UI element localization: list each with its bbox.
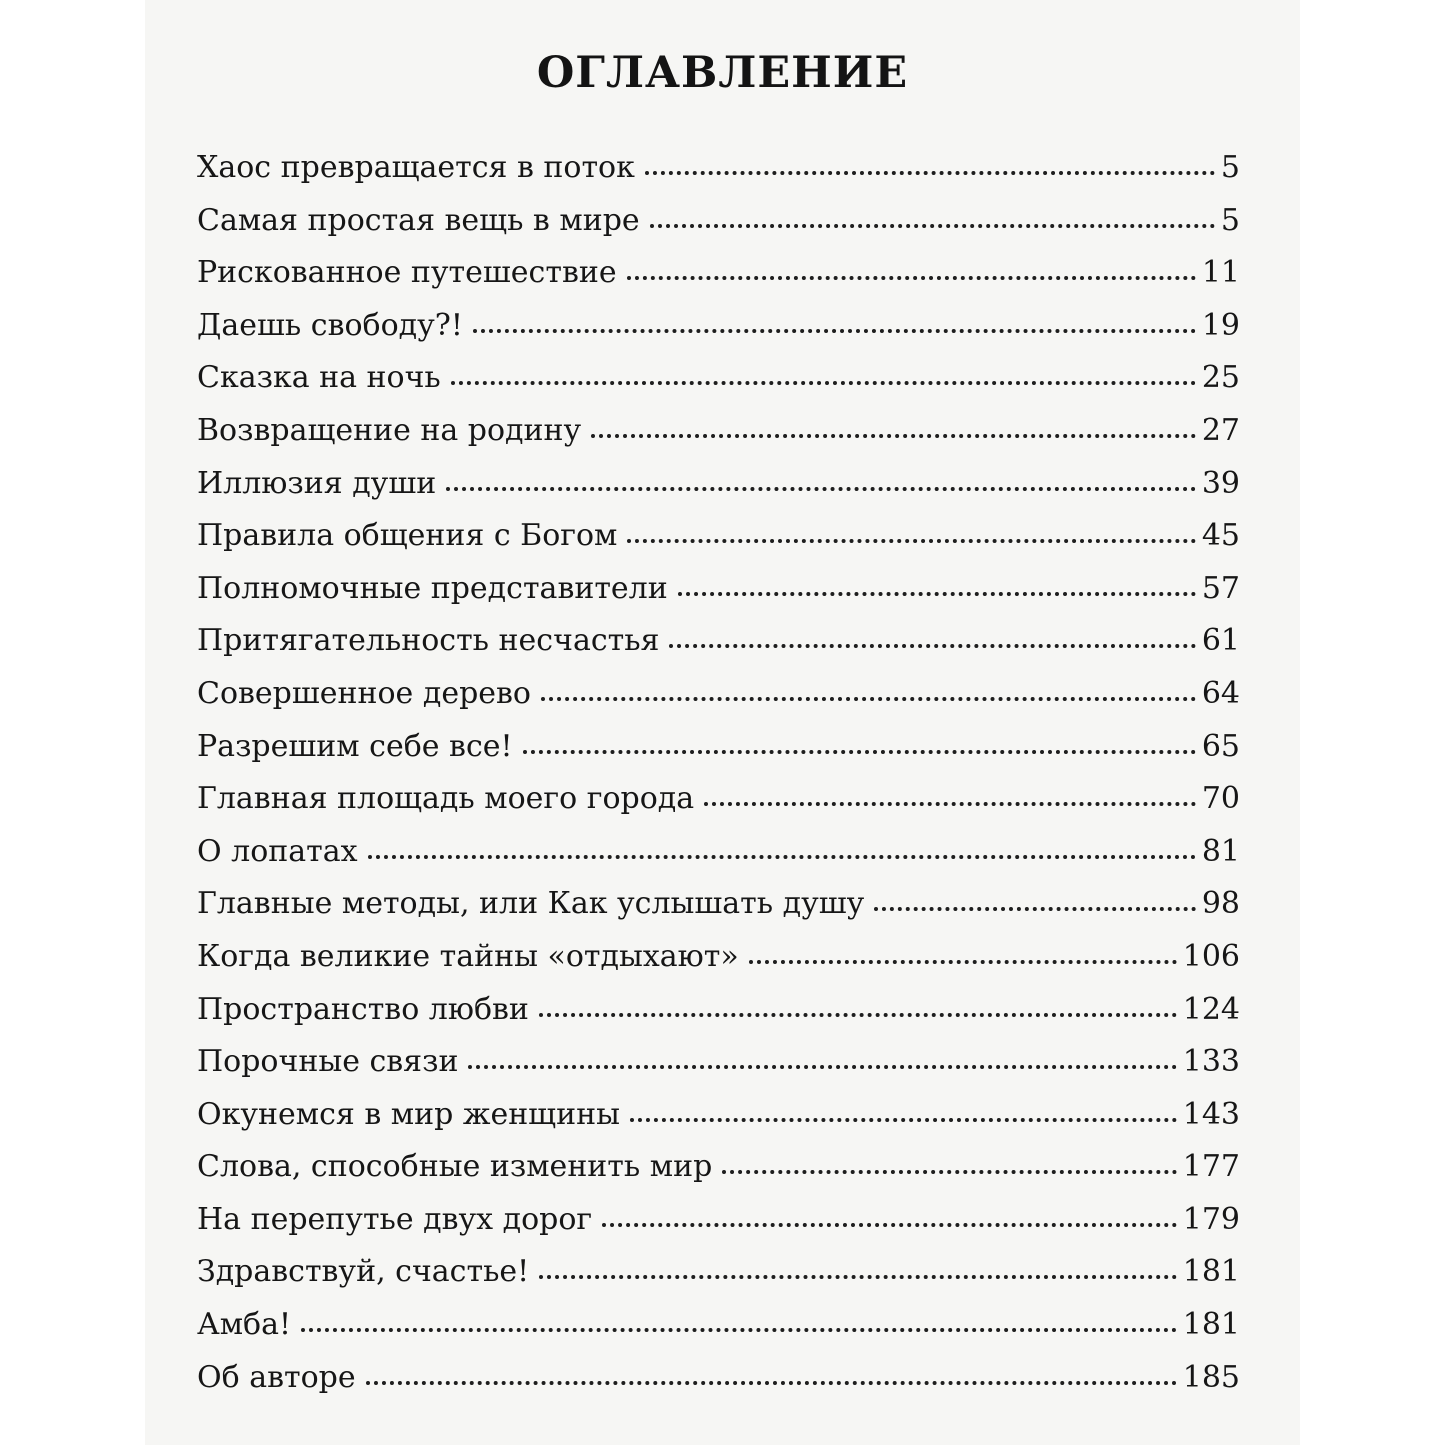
toc-entry <box>197 203 1240 256</box>
dot-leader <box>704 802 1196 806</box>
toc-entry-page-number: 185 <box>1182 1359 1240 1395</box>
toc-entry-page-number: 5 <box>1220 202 1240 238</box>
toc-entry <box>197 623 1240 676</box>
toc-entry-title: Притягательность несчастья <box>197 623 660 659</box>
dot-leader <box>301 1328 1177 1332</box>
dot-leader <box>722 1170 1176 1174</box>
dot-leader <box>541 697 1196 701</box>
toc-entry-page-number: 5 <box>1220 150 1240 185</box>
toc-entry <box>197 466 1240 519</box>
toc-entry-page-number: 181 <box>1182 1254 1240 1290</box>
toc-entry-title: Главная площадь моего города <box>197 781 695 817</box>
toc-entry <box>197 729 1240 782</box>
toc-entry <box>197 255 1240 308</box>
toc-entry-page-number: 39 <box>1201 465 1240 501</box>
dot-leader <box>627 539 1195 543</box>
toc-entry-page-number: 61 <box>1201 623 1240 659</box>
toc-entry-page-number: 98 <box>1201 886 1240 922</box>
dot-leader <box>650 224 1215 228</box>
toc-entry-page-number: 143 <box>1182 1096 1240 1132</box>
toc-entry <box>197 518 1240 571</box>
toc-entry <box>197 939 1240 992</box>
dot-leader <box>645 171 1215 175</box>
dot-leader <box>539 1013 1177 1017</box>
dot-leader <box>468 1065 1176 1069</box>
dot-leader <box>451 381 1196 385</box>
toc-entry <box>197 992 1240 1045</box>
toc-entry-title: Порочные связи <box>197 1044 459 1080</box>
toc-entry-title: Самая простая вещь в мире <box>197 202 640 238</box>
toc-entry <box>197 1044 1240 1097</box>
dot-leader <box>678 592 1196 596</box>
toc-entry <box>197 571 1240 624</box>
dot-leader <box>539 1275 1177 1279</box>
toc-entry-page-number: 124 <box>1182 991 1240 1027</box>
dot-leader <box>366 1381 1177 1385</box>
toc-entry-title: О лопатах <box>197 833 358 869</box>
toc-entry-page-number: 133 <box>1182 1044 1240 1080</box>
toc-entry <box>197 150 1240 203</box>
toc-entry-title: Разрешим себе все! <box>197 728 513 764</box>
toc-entry-title: Сказка на ночь <box>197 360 441 396</box>
toc-entry-title: Слова, способные изменить мир <box>197 1149 713 1185</box>
toc-entry-page-number: 70 <box>1201 781 1240 817</box>
toc-entry <box>197 834 1240 887</box>
toc-entry-title: Главные методы, или Как услышать душу <box>197 886 865 922</box>
toc-entry-page-number: 57 <box>1201 570 1240 606</box>
toc-entry-page-number: 27 <box>1201 412 1240 448</box>
toc-entry-title: Иллюзия души <box>197 465 437 501</box>
dot-leader <box>368 855 1196 859</box>
toc-entry <box>197 886 1240 939</box>
toc-entry-page-number: 81 <box>1201 833 1240 869</box>
toc-entry <box>197 413 1240 466</box>
toc-entry <box>197 781 1240 834</box>
toc-entry-page-number: 64 <box>1201 675 1240 711</box>
toc-entry <box>197 1202 1240 1255</box>
toc-entry-title: Правила общения с Богом <box>197 518 618 554</box>
toc-entry-page-number: 177 <box>1182 1149 1240 1185</box>
dot-leader <box>749 960 1177 964</box>
toc-entry-title: Пространство любви <box>197 991 529 1027</box>
dot-leader <box>523 750 1196 754</box>
toc-entry-page-number: 25 <box>1201 360 1240 396</box>
toc-entry-title: Совершенное дерево <box>197 675 531 711</box>
toc-entry <box>197 360 1240 413</box>
toc-entry-page-number: 179 <box>1182 1201 1240 1237</box>
dot-leader <box>446 487 1196 491</box>
toc-entry-page-number: 65 <box>1201 728 1240 764</box>
toc-entry-title: Рискованное путешествие <box>197 255 617 291</box>
dot-leader <box>669 644 1195 648</box>
toc-entry-page-number: 106 <box>1182 938 1240 974</box>
toc-entry <box>197 1254 1240 1307</box>
toc-entry <box>197 1149 1240 1202</box>
dot-leader <box>602 1223 1177 1227</box>
toc-entry-title: Здравствуй, счастье! <box>197 1254 530 1290</box>
toc-entry <box>197 1360 1240 1413</box>
toc-entry-page-number: 11 <box>1201 255 1240 291</box>
toc-entry-title: Даешь свободу?! <box>197 307 463 343</box>
page-title: ОГЛАВЛЕНИЕ <box>536 48 909 98</box>
toc-entry-title: На перепутье двух дорог <box>197 1201 593 1237</box>
dot-leader <box>591 434 1196 438</box>
toc-entry-title: Возвращение на родину <box>197 412 582 448</box>
table-of-contents <box>197 150 1240 1412</box>
toc-entry <box>197 1097 1240 1150</box>
toc-entry-title: Окунемся в мир женщины <box>197 1096 620 1132</box>
dot-leader <box>627 276 1196 280</box>
toc-entry-title: Об авторе <box>197 1359 356 1395</box>
toc-entry <box>197 1307 1240 1360</box>
toc-entry-page-number: 45 <box>1201 518 1240 554</box>
dot-leader <box>874 907 1196 911</box>
toc-entry-page-number: 181 <box>1182 1307 1240 1343</box>
toc-entry-title: Полномочные представители <box>197 570 668 606</box>
toc-entry-title: Когда великие тайны «отдыхают» <box>197 938 739 974</box>
dot-leader <box>630 1118 1177 1122</box>
toc-entry-title: Хаос превращается в поток <box>197 150 635 185</box>
toc-entry <box>197 308 1240 361</box>
toc-entry <box>197 676 1240 729</box>
dot-leader <box>473 329 1196 333</box>
toc-entry-page-number: 19 <box>1201 307 1240 343</box>
toc-entry-title: Амба! <box>197 1307 292 1343</box>
book-page <box>145 0 1300 1445</box>
